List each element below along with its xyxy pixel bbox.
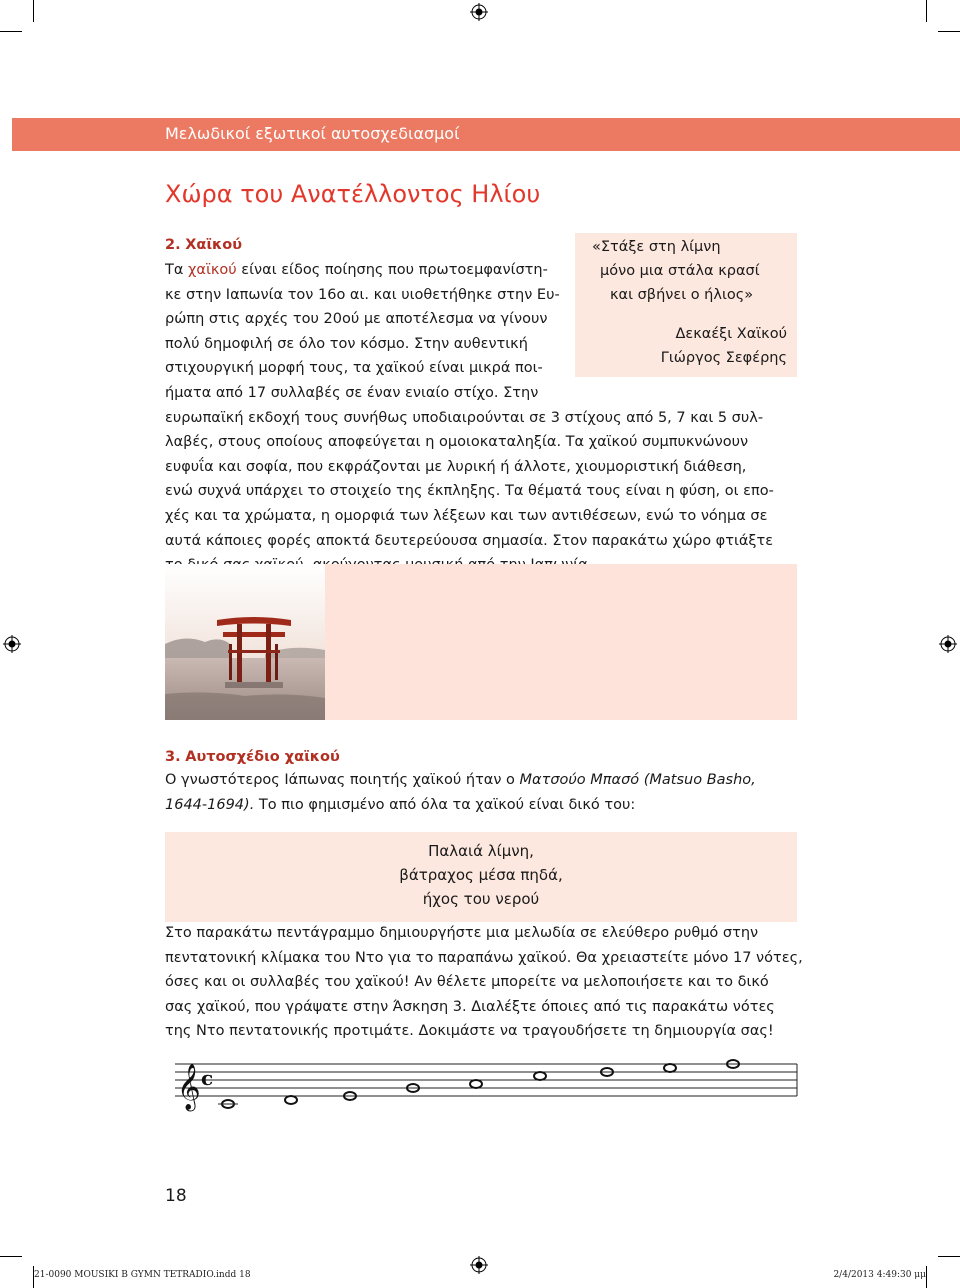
body-text-fragment: είναι είδος ποίησης που πρωτοεμφανίστη- <box>236 262 548 278</box>
section3-intro <box>165 768 805 817</box>
poem-line: βάτραχος μέσα πηδά, <box>399 866 563 884</box>
page-number: 18 <box>165 1186 187 1206</box>
body-line: όσες και οι συλλαβές του χαϊκού! Αν θέλετε μπορείτε να μελοποιήσετε και το δικό <box>165 974 769 991</box>
torii-gate-photo <box>165 564 325 720</box>
section-label: Μελωδικοί εξωτικοί αυτοσχεδιασμοί <box>165 124 460 143</box>
poet-dates: 1644-1694). <box>165 796 255 813</box>
body-text-fragment: Ο γνωστότερος Ιάπωνας ποιητής χαϊκού ήταν ο <box>165 772 520 788</box>
quote-line: μόνο μια στάλα κρασί <box>600 263 760 279</box>
section3-heading-number: 3. <box>165 749 181 765</box>
page-title: Χώρα του Ανατέλλοντος Ηλίου <box>165 180 541 208</box>
haiku-writing-panel <box>165 564 797 720</box>
section2-heading-text: Χαϊκού <box>185 237 243 253</box>
body-line: Στο παρακάτω πεντάγραμμο δημιουργήστε μια μελωδία σε ελεύθερο ρυθμό στην <box>165 925 759 941</box>
haiku-keyword: χαϊκού <box>188 262 237 278</box>
body-line: ευφυΐα και σοφία, που εκφράζονται με λυρική ή άλλοτε, χιουμοριστική διάθεση, <box>165 458 747 475</box>
registration-mark-bottom <box>470 1256 488 1274</box>
body-line: χές και τα χρώματα, η ομορφιά των λέξεων και των αντιθέσεων, ενώ το νόημα σε <box>165 507 768 524</box>
section3-heading <box>165 745 340 770</box>
whole-note <box>285 1096 297 1104</box>
body-line: αυτά κάποιες φορές αποκτά δευτερεύουσα σημασία. Στον παρακάτω χώρο φτιάξτε <box>165 532 774 549</box>
body-line: ενώ συχνά υπάρχει το στοιχείο της έκπληξης. Τα θέματά τους είναι η φύση, οι επο- <box>165 483 774 500</box>
poem-line: ήχος του νερού <box>422 890 540 908</box>
body-line: πολύ δημοφιλή σε όλο τον κόσμο. Στην αυθεντική <box>165 335 528 352</box>
quote-line: «Στάξε στη λίμνη <box>592 239 721 255</box>
body-line: κε στην Ιαπωνία τον 16ο αι. και υιοθετήθηκε στην Ευ- <box>165 286 560 303</box>
body-line: πεντατονική κλίμακα του Ντο για το παραπάνω χαϊκού. Θα χρειαστείτε μόνο 17 νότες, <box>165 949 803 966</box>
staff-notes <box>218 1060 739 1108</box>
body-line: στιχουργική μορφή τους, τα χαϊκού είναι μικρά ποι- <box>165 360 543 377</box>
body-line: ήματα από 17 συλλαβές σε έναν ενιαίο στίχο. Στην <box>165 384 539 401</box>
pentatonic-staff <box>165 1052 805 1112</box>
quote-source: Δεκαέξι Χαϊκού <box>675 326 787 342</box>
basho-poem-box <box>165 832 797 922</box>
section2-heading-number: 2. <box>165 237 181 253</box>
whole-note <box>534 1072 546 1080</box>
registration-mark-left <box>3 635 21 653</box>
whole-note <box>470 1080 482 1088</box>
body-line: ευρωπαϊκή εκδοχή τους συνήθως υποδιαιρούνται σε 3 στίχους από 5, 7 και 5 συλ- <box>165 409 764 426</box>
treble-clef-icon: 𝄞 <box>177 1064 201 1110</box>
crop-mark-left-top <box>0 31 22 32</box>
crop-mark-bottom-right <box>926 1266 927 1288</box>
body-text-fragment: Το πιο φημισμένο από όλα τα χαϊκού είναι δικό του: <box>254 796 636 813</box>
section-banner <box>12 118 960 151</box>
section3-instructions <box>165 921 805 1044</box>
crop-mark-right-top <box>938 31 960 32</box>
body-text-fragment: Τα <box>165 262 189 278</box>
registration-mark-top <box>470 3 488 21</box>
crop-mark-left-bottom <box>0 1256 22 1257</box>
crop-mark-top-right <box>926 0 927 22</box>
date-slug: 2/4/2013 4:49:30 μμ <box>833 1270 926 1280</box>
body-line: λαβές, στους οποίους αποφεύγεται η ομοιοκαταληξία. Τα χαϊκού συμπυκνώνουν <box>165 434 749 451</box>
file-slug: 21-0090 MOUSIKI B GYMN TETRADIO.indd 18 <box>34 1270 251 1280</box>
section3-heading-text: Αυτοσχέδιο χαϊκού <box>185 749 340 765</box>
section2-heading <box>165 233 242 258</box>
quote-line: και σβήνει ο ήλιος» <box>610 287 754 303</box>
body-line <box>165 793 805 818</box>
body-line <box>165 768 805 793</box>
quote-box <box>575 233 797 377</box>
crop-mark-top-left <box>33 0 34 22</box>
body-line: σας χαϊκού, που γράψατε στην Άσκηση 3. Διαλέξτε όποιες από τις παρακάτω νότες <box>165 998 775 1015</box>
body-line: ρώπη στις αρχές του 20ού με αποτέλεσμα να γίνουν <box>165 311 548 328</box>
quote-author: Γιώργος Σεφέρης <box>660 350 787 366</box>
poet-name: Ματσούο Μπασό (Matsuo Basho, <box>519 772 756 788</box>
common-time-icon: c <box>201 1066 214 1090</box>
body-line: της Ντο πεντατονικής προτιμάτε. Δοκιμάστε να τραγουδήσετε τη δημιουργία σας! <box>165 1023 774 1040</box>
crop-mark-right-bottom <box>938 1256 960 1257</box>
poem-line: Παλαιά λίμνη, <box>428 842 534 860</box>
whole-note <box>664 1064 676 1072</box>
registration-mark-right <box>939 635 957 653</box>
